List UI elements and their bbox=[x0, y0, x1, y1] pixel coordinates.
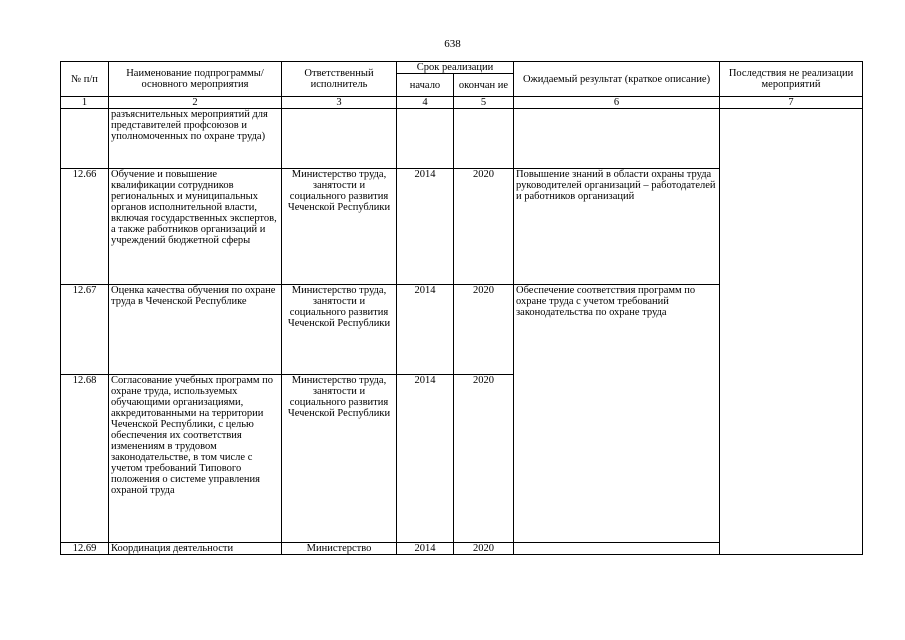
row-name: Оценка качества обучения по охране труда в Чеченской Республике bbox=[109, 285, 282, 375]
row-num: 12.68 bbox=[61, 375, 109, 543]
program-table bbox=[60, 61, 863, 555]
row-name: разъяснительных мероприятий для представителей профсоюзов и уполномоченных по охране труда) bbox=[109, 109, 282, 169]
row-name: Согласование учебных программ по охране труда, используемых обучающими организациями, аккредитованными на территории Чеченской Республики, с целью обеспечения их соответствия изменениям в трудовом законодательстве, в том числе с учетом требований Типового положения о системе управления охраной труда bbox=[109, 375, 282, 543]
column-number: 5 bbox=[454, 97, 514, 109]
row-executor: Министерство труда, занятости и социального развития Чеченской Республики bbox=[282, 375, 397, 543]
row-end bbox=[454, 109, 514, 169]
header-executor: Ответственный исполнитель bbox=[282, 62, 397, 97]
row-name: Координация деятельности bbox=[109, 543, 282, 555]
row-executor: Министерство труда, занятости и социального развития Чеченской Республики bbox=[282, 169, 397, 285]
row-start bbox=[397, 109, 454, 169]
row-start: 2014 bbox=[397, 543, 454, 555]
row-result: Повышение знаний в области охраны труда руководителей организаций – работодателей и работников организаций bbox=[514, 169, 720, 285]
column-number: 3 bbox=[282, 97, 397, 109]
row-start: 2014 bbox=[397, 285, 454, 375]
row-end: 2020 bbox=[454, 375, 514, 543]
row-end: 2020 bbox=[454, 169, 514, 285]
row-num: 12.67 bbox=[61, 285, 109, 375]
row-consequences bbox=[720, 109, 863, 555]
row-end: 2020 bbox=[454, 543, 514, 555]
column-numbers-row bbox=[61, 97, 863, 109]
header-row bbox=[61, 62, 863, 74]
row-num: 12.66 bbox=[61, 169, 109, 285]
header-period: Срок реализации bbox=[397, 62, 514, 74]
header-start: начало bbox=[397, 74, 454, 97]
column-number: 4 bbox=[397, 97, 454, 109]
header-end: окончан ие bbox=[454, 74, 514, 97]
row-end: 2020 bbox=[454, 285, 514, 375]
row-name: Обучение и повышение квалификации сотрудников региональных и муниципальных органов исполнительной власти, включая государственных экспертов, а также работников организаций и учреждений бюджетной сферы bbox=[109, 169, 282, 285]
column-number: 2 bbox=[109, 97, 282, 109]
row-executor bbox=[282, 109, 397, 169]
header-name: Наименование подпрограммы/ основного мероприятия bbox=[109, 62, 282, 97]
row-result: Обеспечение соответствия программ по охране труда с учетом требований законодательства по охране труда bbox=[514, 285, 720, 543]
row-result bbox=[514, 543, 720, 555]
table-row bbox=[61, 109, 863, 169]
header-consequences: Последствия не реализации мероприятий bbox=[720, 62, 863, 97]
row-num: 12.69 bbox=[61, 543, 109, 555]
row-num bbox=[61, 109, 109, 169]
row-start: 2014 bbox=[397, 169, 454, 285]
page-number: 638 bbox=[444, 38, 461, 50]
column-number: 7 bbox=[720, 97, 863, 109]
header-result: Ожидаемый результат (краткое описание) bbox=[514, 62, 720, 97]
column-number: 6 bbox=[514, 97, 720, 109]
row-executor: Министерство bbox=[282, 543, 397, 555]
header-num: № п/п bbox=[61, 62, 109, 97]
row-result bbox=[514, 109, 720, 169]
row-start: 2014 bbox=[397, 375, 454, 543]
column-number: 1 bbox=[61, 97, 109, 109]
row-executor: Министерство труда, занятости и социального развития Чеченской Республики bbox=[282, 285, 397, 375]
